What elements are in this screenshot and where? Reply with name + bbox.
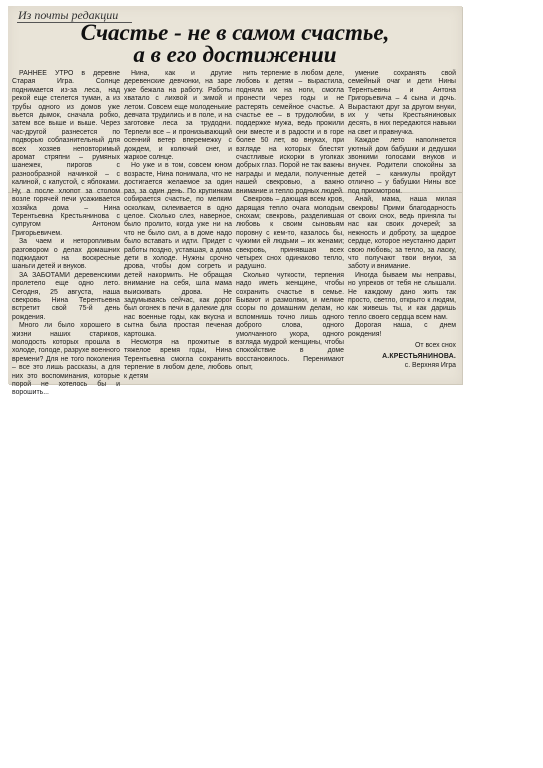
paragraph: Каждое лето наполняется уютный дом бабушки и дедушки звонкими голосами внуков и внучек. Родители спокойны за детей – каникулы пройдут отлично – у бабушки Нины все под присмотром. [348,137,456,195]
newspaper-clipping [8,6,462,397]
signature-prefix: От всех снох [415,342,456,349]
paragraph: Иногда бываем мы неправы, но упреков от тебя не слышали. Не каждому дано жить так просто, светло, открыто к людям, как живешь ты, и как даришь тепло своего сердца всем нам. [348,271,456,321]
headline-line-1: Счастье - не в самом счастье, [80,20,390,45]
rubric-label: Из почты редакции [18,8,119,22]
signature-name [348,353,456,361]
paragraph: ЗА ЗАБОТАМИ деревенскими пролетело еще одно лето. Сегодня, 25 августа, наша свекровь Нина Терентьевна встретит свой 75-й день рождения. [12,271,120,321]
paragraph: умение сохранять свой семейный очаг и дети Нины Терентьевны и Антона Григорьевича – 4 сына и дочь. Вырастают друг за другом внуки, их у четы Крестьяниновых десять, в них передаются навыки на свет и правнучка. [348,70,456,136]
headline-line-2: а в его достижении [133,42,337,67]
paper-crease [8,192,462,193]
paragraph: Сколько чуткости, терпения надо иметь женщине, чтобы сохранить счастье в семье. Бывают и размолвки, и мелкие ссоры по домашним делам, но вспомнишь точно лишь одного доброго слова, одного умолчанного укора, одного взгляда мудрой женщины, чтобы спокойствие в доме восстановилось. Перенимают опыт, [236,271,344,372]
paragraph: Но уже и в том, совсем юном возрасте, Нина понимала, что не достигается желаемое за один раз, за один день. По крупинкам собирается счастье, по мелким осколкам, склеивается в одно целое. Сколько слез, наверное, было пролито, когда уже ни на что не было сил, а в доме надо было вставать и идти. Придет с работы поздно, уставшая, а дома дети в холоде. Нужны срочно дрова, чтобы дом согреть и детей накормить. Не обращая внимание на себя, шла мама выискивать дрова. Не задумываясь сейчас, как дорог был огонек в печи в далекие для нас военные годы, как вкусна и сытна была простая печеная картошка. [124,162,232,338]
paragraph: нить терпение в любом деле, любовь к детям – вырастила, подняла их на ноги, смогла пронести через годы и не растерять семейное счастье. А счастье ее – в трудолюбии, в поддержке мужа, ведь прожили они вместе и в радости и в горе более 50 лет, во внуках, при взгляде на которых блестят счастливые искорки в уголках добрых глаз. Порой не так важны награды и медали, полученные нашей свекровью, а важно внимание и тепло родных людей. [236,70,344,195]
article-column-2 [124,70,232,400]
paragraph: Дорогая наша, с днем рождения! [348,322,456,338]
paragraph: Свекровь – дающая всем кров, дарящая тепло очага молодым снохам; свекровь, разделившая любовь к своим сыновьям поровну с кем-то, казалось бы, чужими ей людьми – их женами; свекровь, принявшая всех четырех снох одинаково тепло, радушно. [236,196,344,271]
paragraph: Нина, как и другие деревенские девчонки, на заре уже бежала на работу. Работы хватало с лихвой и зимой и летом. Совсем еще молоденькие девчата трудились и в поле, и на заготовке леса за трудодни. Терпели все – и пронизывающий осенний ветер вперемежку с дождем, и колючий снег, и жаркое солнце. [124,70,232,162]
paragraph: За чаем и неторопливым разговором о делах домашних поджидают на воскресные шаньги детей и внуков. [12,238,120,271]
author-name: А.КРЕСТЬЯНИНОВА. [382,353,456,361]
article-body [12,70,460,397]
paragraph: РАННЕЕ УТРО в деревне Старая Игра. Солнце поднимается из-за леса, над рекой еще стелется туман, а из трубы одного из домов уже вьется дымок, сначала робко, затем все выше и выше. Через час-другой разнесется по подворью соблазнительный для всех хозяев неповторимый аромат стряпни – румяных шанежек, пирогов с разнообразной начинкой – с калиной, с капустой, с яблоками. Ну, а после хлопот за столом возле горячей печи усаживается хозяйка дома – Нина Терентьевна Крестьянинова с супругом Антоном Григорьевичем. [12,70,120,237]
paragraph: Несмотря на прожитые в тяжелое время годы, Нина Терентьевна смогла сохранить терпение в любом деле, любовь к детям [124,339,232,380]
paragraph: Много ли было хорошего в жизни наших стариков, молодость которых прошла в холоде, голоде, разрухе военного времени? Для не того поколения – все это лишь рассказы, а для них это воспоминания, которые порой не хотелось бы и ворошить... [12,322,120,397]
article-headline [28,22,442,66]
paragraph: Анай, мама, наша милая свекровь! Прими благодарность от своих снох, ведь приняла ты нас как своих дочерей; за нежность и доброту, за щедрое сердце, которое неустанно дарит свою любовь; за тепло, за ласку, что получают твои внуки, за заботу и внимание. [348,196,456,271]
article-column-1 [12,70,120,400]
signature-place: с. Верхняя Игра [404,361,456,369]
article-column-3 [236,70,344,400]
article-column-4 [348,70,456,400]
